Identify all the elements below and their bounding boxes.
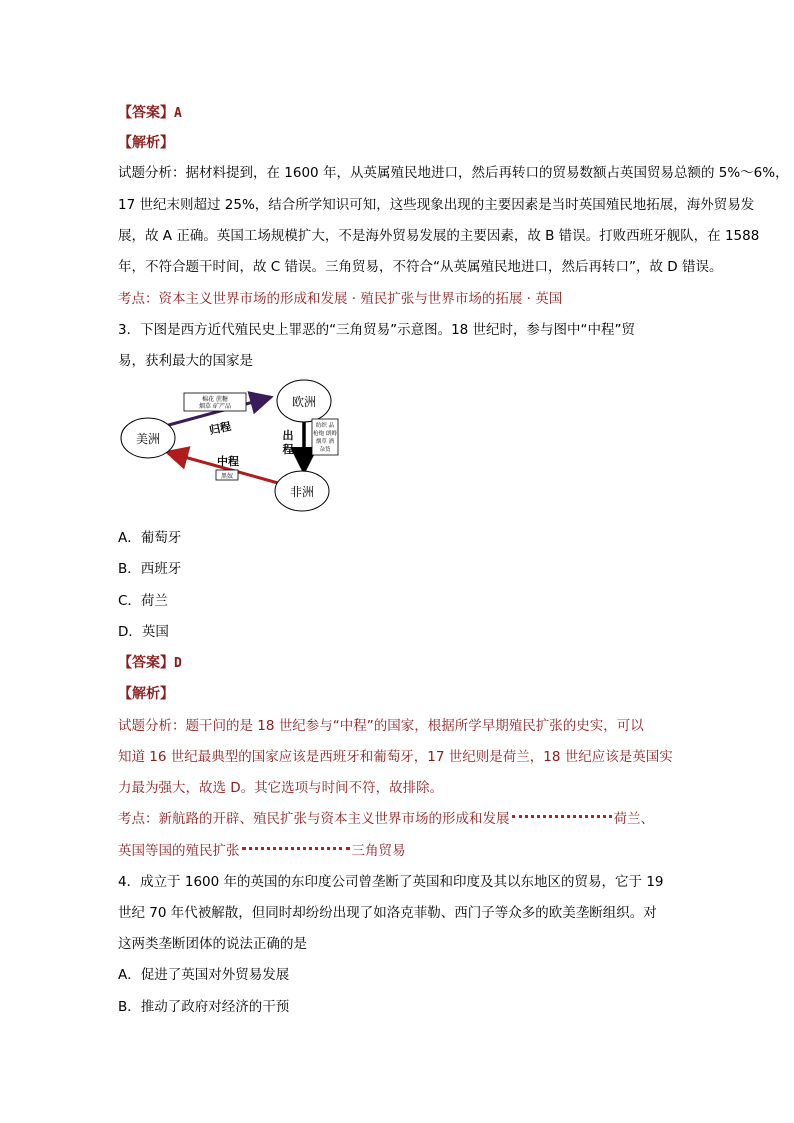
analysis-line: 知道 16 世纪最典型的国家应该是西班牙和葡萄牙，17 世纪则是荷兰，18 世纪应该是英国实 (118, 749, 673, 765)
answer-tag: 【答案】 (118, 655, 174, 671)
middle-label: 中程 (217, 455, 239, 468)
answer-line (118, 653, 182, 674)
option-a: A．促进了英国对外贸易发展 (118, 967, 290, 983)
analysis-line: 试题分析：据材料提到，在 1600 年，从英属殖民地进口，然后再转口的贸易数额占英国贸易总额的 5%～6%， (118, 165, 789, 181)
answer-tag: 【答案】 (118, 105, 174, 121)
america-label: 美洲 (135, 432, 161, 446)
africa-label: 非洲 (289, 485, 315, 499)
analysis-line: 力最为强大，故选 D。其它选项与时间不符，故排除。 (118, 780, 444, 796)
question-stem: 4．成立于 1600 年的英国的东印度公司曾垄断了英国和印度及其以东地区的贸易，它于 19 (118, 874, 664, 890)
answer-line (118, 103, 182, 124)
question-stem: 这两类垄断团体的说法正确的是 (118, 936, 307, 952)
analysis-tag: 【解析】 (118, 686, 174, 702)
return-label: 归程 (207, 419, 233, 438)
question-stem: 世纪 70 年代被解散，但同时却纷纷出现了如洛克菲勒、西门子等众多的欧美垄断组织。对 (118, 905, 657, 921)
answer-value: D (174, 656, 182, 671)
kaodian-line: 英国等国的殖民扩张 三角贸易 (118, 843, 406, 859)
analysis-line: 试题分析：题干问的是 18 世纪参与“中程”的国家，根据所学早期殖民扩张的史实，可以 (118, 718, 644, 734)
goods-out-line: 枪炮 朗姆 (313, 431, 337, 437)
kaodian-line: 考点：资本主义世界市场的形成和发展 · 殖民扩张与世界市场的拓展 · 英国 (118, 291, 563, 307)
dotted-leader (242, 847, 350, 850)
analysis-line: 年，不符合题干时间，故 C 错误。三角贸易，不符合“从英属殖民地进口，然后再转口”，故 D 错误。 (118, 259, 723, 275)
goods-out-line: 纺织 品 (315, 423, 335, 429)
dotted-leader (512, 815, 612, 818)
outbound-label-bottom: 程 (282, 443, 294, 456)
goods-return-line: 烟草 矿产品 (199, 403, 231, 410)
analysis-line: 展，故 A 正确。英国工场规模扩大，不是海外贸易发展的主要因素，故 B 错误。打败西班牙舰队，在 1588 (118, 228, 760, 244)
question-stem: 易，获利最大的国家是 (118, 353, 253, 369)
goods-out-line: 杂货 (319, 447, 331, 453)
answer-value: A (174, 106, 182, 121)
outbound-label-top: 出 (282, 429, 294, 442)
analysis-line: 17 世纪末则超过 25%，结合所学知识可知，这些现象出现的主要因素是当时英国殖民地拓展，海外贸易发 (118, 197, 755, 213)
option-b: B．西班牙 (118, 561, 182, 577)
goods-middle: 黑奴 (220, 473, 234, 480)
triangle-trade-diagram (118, 373, 368, 518)
option-d: D．英国 (118, 624, 169, 640)
europe-label: 欧洲 (291, 395, 317, 409)
goods-return-line: 棉花 蔗糖 (202, 396, 228, 403)
option-b: B．推动了政府对经济的干预 (118, 999, 290, 1015)
option-c: C．荷兰 (118, 593, 168, 609)
analysis-tag: 【解析】 (118, 135, 174, 151)
kaodian-line: 考点：新航路的开辟、殖民扩张与资本主义世界市场的形成和发展 荷兰、 (118, 811, 654, 827)
question-stem: 3．下图是西方近代殖民史上罪恶的“三角贸易”示意图。18 世纪时，参与图中“中程”贸 (118, 322, 636, 338)
option-a: A．葡萄牙 (118, 530, 182, 546)
goods-out-line: 烟草 酒 (315, 439, 335, 445)
